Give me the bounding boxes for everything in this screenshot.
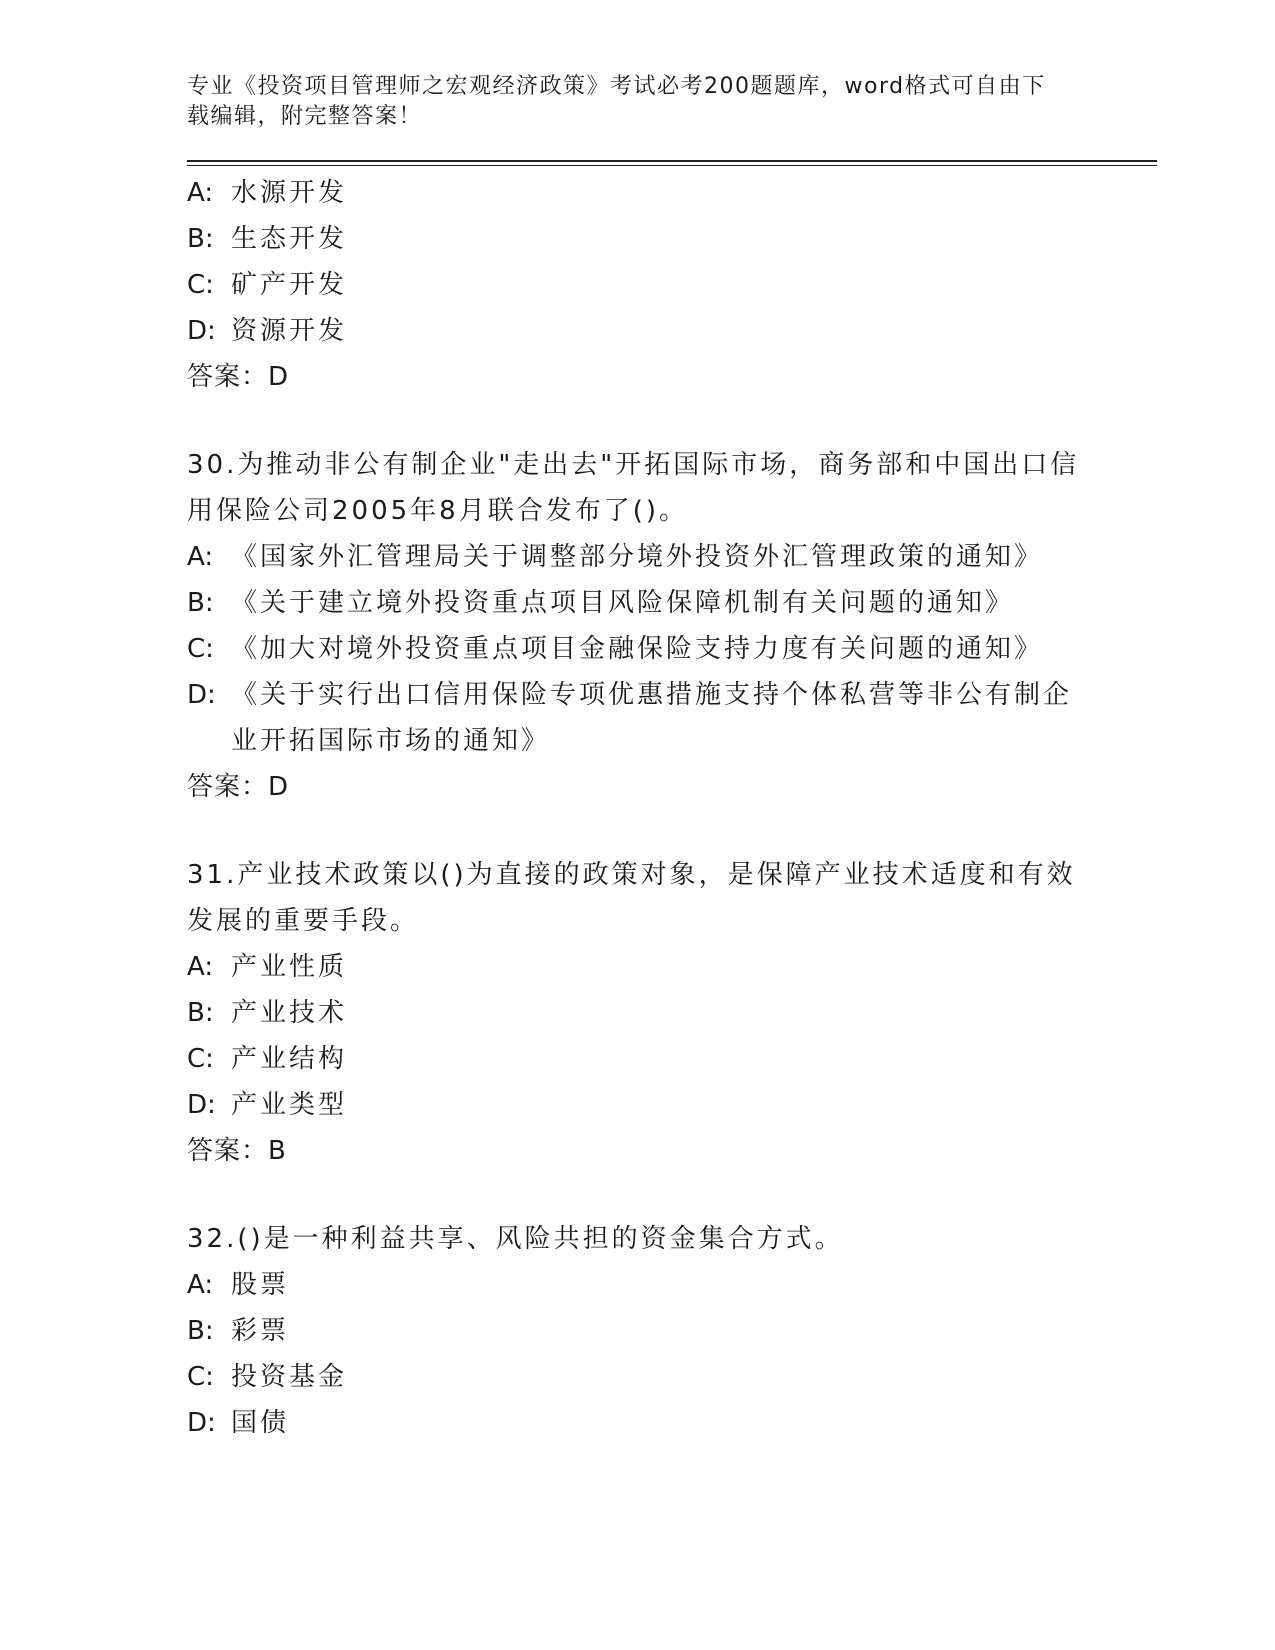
document-header: 专业《投资项目管理师之宏观经济政策》考试必考200题题库，word格式可自由下载编辑，附完整答案！	[187, 74, 1046, 129]
question-31	[187, 852, 1087, 1174]
option-b	[187, 216, 1087, 262]
option-letter: C:	[187, 634, 214, 664]
option-text: 投资基金	[231, 1362, 348, 1392]
option-letter: A:	[187, 1270, 214, 1300]
option-d	[187, 1400, 1087, 1446]
option-letter: B:	[187, 224, 214, 254]
option-d	[187, 672, 1087, 764]
document-page	[187, 72, 1157, 1446]
option-text: 《国家外汇管理局关于调整部分境外投资外汇管理政策的通知》	[231, 542, 1044, 572]
question-text: 31.产业技术政策以()为直接的政策对象，是保障产业技术适度和有效发展的重要手段。	[187, 860, 1076, 936]
option-letter: B:	[187, 998, 214, 1028]
question-32	[187, 1216, 1087, 1446]
option-c	[187, 1354, 1087, 1400]
option-text: 产业技术	[231, 998, 348, 1028]
option-letter: C:	[187, 1044, 214, 1074]
option-a	[187, 170, 1087, 216]
option-letter: C:	[187, 1362, 214, 1392]
option-text: 矿产开发	[231, 270, 348, 300]
option-letter: D:	[187, 1408, 216, 1438]
answer-line: 答案：D	[187, 362, 290, 392]
option-letter: C:	[187, 270, 214, 300]
option-d	[187, 1082, 1087, 1128]
option-c	[187, 1036, 1087, 1082]
option-b	[187, 990, 1087, 1036]
option-text: 产业类型	[231, 1090, 348, 1120]
option-text: 《加大对境外投资重点项目金融保险支持力度有关问题的通知》	[231, 634, 1044, 664]
option-c	[187, 626, 1087, 672]
option-letter: A:	[187, 542, 214, 572]
question-29-continuation	[187, 170, 1157, 400]
question-text: 32.()是一种利益共享、风险共担的资金集合方式。	[187, 1224, 844, 1254]
option-text: 股票	[231, 1270, 290, 1300]
option-text: 彩票	[231, 1316, 290, 1346]
option-text: 《关于实行出口信用保险专项优惠措施支持个体私营等非公有制企业开拓国际市场的通知》	[231, 680, 1073, 756]
option-text: 《关于建立境外投资重点项目风险保障机制有关问题的通知》	[231, 588, 1015, 618]
option-a	[187, 944, 1087, 990]
question-30	[187, 442, 1087, 810]
option-text: 国债	[231, 1408, 290, 1438]
option-text: 生态开发	[231, 224, 348, 254]
answer-line: 答案：D	[187, 772, 290, 802]
option-text: 水源开发	[231, 178, 348, 208]
option-a	[187, 534, 1087, 580]
option-b	[187, 1308, 1087, 1354]
option-letter: D:	[187, 1090, 216, 1120]
option-a	[187, 1262, 1087, 1308]
answer-line: 答案：B	[187, 1136, 287, 1166]
option-letter: B:	[187, 588, 214, 618]
option-text: 产业结构	[231, 1044, 348, 1074]
option-letter: B:	[187, 1316, 214, 1346]
option-c	[187, 262, 1087, 308]
header-divider	[187, 160, 1157, 162]
option-text: 资源开发	[231, 316, 348, 346]
option-b	[187, 580, 1087, 626]
option-letter: D:	[187, 680, 216, 710]
option-letter: A:	[187, 178, 214, 208]
question-text: 30.为推动非公有制企业"走出去"开拓国际市场，商务部和中国出口信用保险公司2005年8月联合发布了()。	[187, 450, 1080, 526]
option-letter: A:	[187, 952, 214, 982]
option-d	[187, 308, 1087, 354]
option-letter: D:	[187, 316, 216, 346]
option-text: 产业性质	[231, 952, 348, 982]
